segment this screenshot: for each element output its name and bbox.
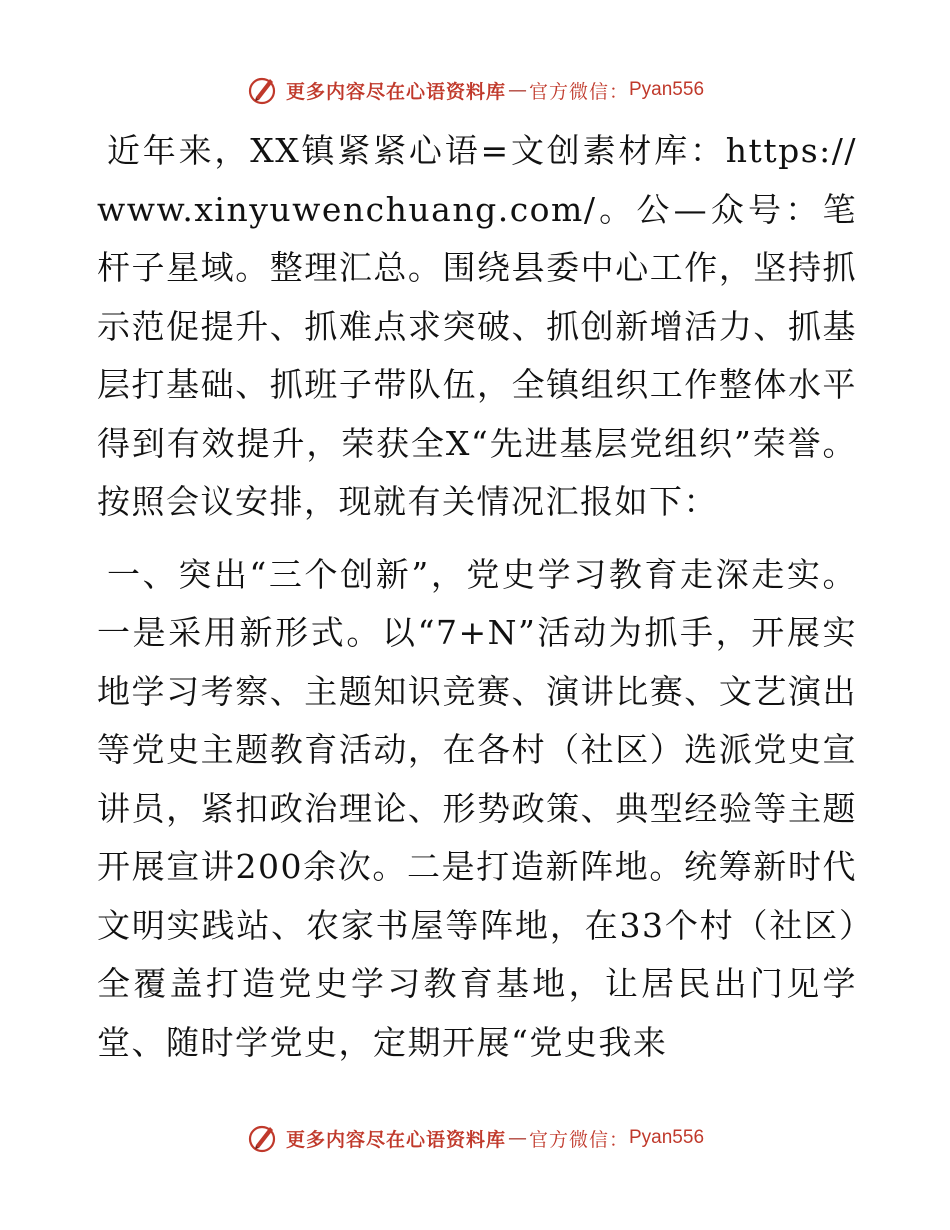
pen-in-circle-logo-icon — [246, 1121, 280, 1155]
watermark-separator: — — [507, 79, 527, 101]
watermark-separator: — — [507, 1127, 527, 1149]
footer-watermark — [0, 1118, 950, 1158]
watermark-wechat-id: Pyan556 — [629, 1127, 705, 1148]
watermark-wechat-id: Pyan556 — [629, 79, 705, 100]
pen-in-circle-logo-icon — [246, 73, 280, 107]
header-watermark — [0, 70, 950, 110]
document-body — [97, 122, 857, 1072]
watermark-label: 官方微信： — [528, 80, 629, 103]
paragraph-intro: 近年来，XX镇紧紧心语=文创素材库：https://www.xinyuwenchuang.com/。公—众号：笔杆子星域。整理汇总。围绕县委中心工作，坚持抓示范促提升、抓难点求突破、抓创新增活力、抓基层打基础、抓班子带队伍，全镇组织工作整体水平得到有效提升，荣获全X“先进基层党组织”荣誉。按照会议安排，现就有关情况汇报如下： — [97, 131, 857, 521]
watermark-main-text: 更多内容尽在心语资料库 — [285, 1128, 506, 1151]
paragraph-section-one: 一、突出“三个创新”，党史学习教育走深走实。一是采用新形式。以“7+N”活动为抓手，开展实地学习考察、主题知识竞赛、演讲比赛、文艺演出等党史主题教育活动，在各村（社区）选派党史宣讲员，紧扣政治理论、形势政策、典型经验等主题开展宣讲200余次。二是打造新阵地。统筹新时代文明实践站、农家书屋等阵地，在33个村（社区）全覆盖打造党史学习教育基地，让居民出门见学堂、随时学党史，定期开展“党史我来 — [97, 554, 857, 1062]
watermark-main-text: 更多内容尽在心语资料库 — [285, 80, 506, 103]
watermark-label: 官方微信： — [528, 1128, 629, 1151]
